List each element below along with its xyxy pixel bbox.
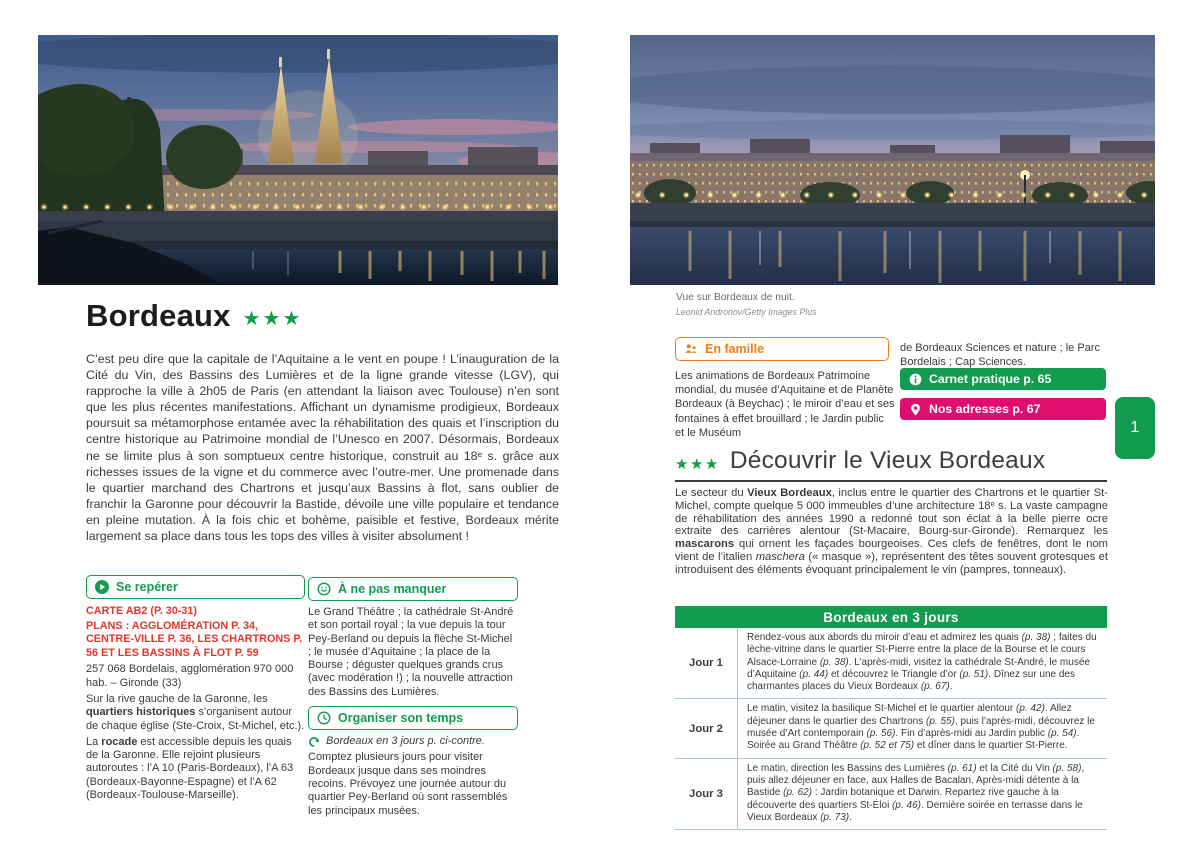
table-row bbox=[675, 759, 1107, 830]
itinerary-table bbox=[675, 606, 1107, 830]
a-ne-pas-manquer-label: À ne pas manquer bbox=[338, 582, 447, 596]
photo-credit: Leonid Andronov/Getty Images Plus bbox=[676, 307, 817, 317]
intro-paragraph: C’est peu dire que la capitale de l’Aquitaine a le vent en poupe ! L’inauguration de la Cité du Vin, des Bassins des Lumières et de la ligne grande vitesse (LGV), qui rapproche la ville à 2h05 de Paris (en attendant la liaison avec Toulouse) n’en sont que les plus récentes manifestations. Affichant un dynamisme prodigieux, Bordeaux poursuit sa métamorphose entamée avec la réhabilitation des quais et l’inscription du centre historique au Patrimoine mondial de l’Unesco en 2007. Désormais, Bordeaux ne se limite plus à son somptueux centre historique, construit au 18ᵉ s. grâce aux richesses issues de la vigne et du commerce avec l’outre-mer. Une promenade dans le quartier marchand des Chartrons et jusqu’aux Bassins à flot, sans oublier de franchir la Garonne pour découvrir la Bastide, dévoile une ville populaire et tendance en pleine mutation. À la fois chic et bohème, paisible et festive, Bordeaux mérite largement sa place dans tous les tops des villes à visiter absolument ! bbox=[86, 352, 559, 544]
a-ne-pas-manquer-body: Le Grand Théâtre ; la cathédrale St-André et son portail royal ; la vue depuis la tour Pey-Berland ou depuis la flèche St-Michel ; le musée d’Aquitaine ; la place de la Bourse ; déguster quelques grands crus (avec modération !) ; la nouvelle attraction des Bassins des Lumières. bbox=[308, 606, 514, 698]
section-stars: ★★★ bbox=[675, 455, 720, 473]
title-stars: ★★★ bbox=[242, 307, 303, 330]
caption-text: Vue sur Bordeaux de nuit. bbox=[676, 292, 795, 303]
table-row bbox=[675, 628, 1107, 699]
page-title: Bordeaux bbox=[86, 298, 231, 333]
population-text: 257 068 Bordelais, agglomération 970 000 hab. – Gironde (33) bbox=[86, 663, 294, 689]
se-reperer-para2: La rocade est accessible depuis les quais de la Garonne. Elle rejoint plusieurs autoroutes : l’A 10 (Paris-Bordeaux), l’A 63 (Bordeaux-Bayonne-Espagne) et l’A 62 (Bordeaux-Toulouse-Marseille). bbox=[86, 735, 294, 802]
map-ref-plans: PLANS : AGGLOMÉRATION P. 34, CENTRE-VILLE P. 36, LES CHARTRONS P. 56 ET LES BASSINS À FLOT P. 59 bbox=[86, 619, 303, 659]
organiser-label: Organiser son temps bbox=[338, 711, 464, 726]
photo-bordeaux-riverfront-dusk bbox=[630, 35, 1155, 285]
carnet-pratique-button[interactable] bbox=[900, 368, 1106, 390]
pin-icon bbox=[909, 403, 922, 416]
page-title-row bbox=[86, 298, 302, 334]
organiser-box bbox=[308, 706, 518, 730]
chapter-tab[interactable]: 1 bbox=[1115, 397, 1155, 459]
family-icon bbox=[684, 342, 698, 356]
a-ne-pas-manquer-box bbox=[308, 577, 518, 601]
heading-rule bbox=[675, 480, 1107, 482]
table-row bbox=[675, 699, 1107, 758]
se-reperer-para1: Sur la rive gauche de la Garonne, les quartiers historiques s’organisent autour de chaque église (Ste-Croix, St-Michel, etc.). bbox=[86, 692, 305, 732]
section-paragraph: Le secteur du Vieux Bordeaux, inclus entre le quartier des Chartrons et le quartier St-Michel, compte quelque 5 000 immeubles d’une architecture 18ᵉ s. La vaste campagne de réhabilitation des années 1990 a redonné tout son éclat à la belle pierre ocre extraite des carrières alentour (St-Macaire, Bourg-sur-Gironde). Remarquez les mascarons qui ornent les façades bourgeoises. Ces clefs de fenêtres, dont le nom vient de l’italien maschera (« masque »), représentent des têtes souvent grotesques et introduisent des éléments évoquant principalement le vin (pampres, tonneaux). bbox=[675, 487, 1109, 576]
play-icon bbox=[95, 580, 109, 594]
column-se-reperer bbox=[86, 575, 305, 802]
section-heading bbox=[675, 447, 1045, 475]
day-text: Le matin, visitez la basilique St-Michel et le quartier alentour (p. 42). Allez déjeuner dans le quartier des Chartrons (p. 55), puis l’après-midi, découvrez le musée d’Art contemporain (p. 56). Fin d’après-midi au Jardin public (p. 54). Soirée au Grand Théâtre (p. 52 et 75) et dîner dans le quartier St-Pierre. bbox=[747, 703, 1095, 752]
en-famille-label: En famille bbox=[705, 342, 765, 356]
se-reperer-label: Se repérer bbox=[116, 580, 178, 594]
carnet-pratique-label: Carnet pratique p. 65 bbox=[929, 372, 1052, 386]
nos-adresses-label: Nos adresses p. 67 bbox=[929, 402, 1041, 416]
clock-icon bbox=[317, 711, 331, 725]
nos-adresses-button[interactable] bbox=[900, 398, 1106, 420]
map-ref-carte: CARTE AB2 (P. 30-31) bbox=[86, 605, 197, 617]
day-label: Jour 2 bbox=[675, 699, 738, 757]
en-famille-box bbox=[675, 337, 889, 361]
day-text: Rendez-vous aux abords du miroir d’eau et admirez les quais (p. 38) ; faites du lèche-vitrine dans le quartier St-Pierre entre la place de la Bourse et le cours Alsace-Lorraine (p. 38). L’après-midi, visitez la cathédrale St-André, le musée d’Aquitaine (p. 44) et découvrez le Triangle d’or (p. 51). Dînez sur une des charmantes places du Vieux Bordeaux (p. 67). bbox=[747, 632, 1097, 693]
day-text: Le matin, direction les Bassins des Lumières (p. 61) et la Cité du Vin (p. 58), puis allez déjeuner en face, aux Halles de Bacalan. Après-midi détente à la Bastide (p. 62) : Jardin botanique et Darwin. Repartez rive gauche à la découverte des quartiers St-Éloi (p. 46). Dernière soirée en terrasse dans le Vieux Bordeaux (p. 73). bbox=[747, 762, 1085, 823]
day-label: Jour 3 bbox=[675, 759, 738, 829]
column-conseils bbox=[308, 575, 518, 818]
se-reperer-box bbox=[86, 575, 305, 599]
en-famille-text-col1: Les animations de Bordeaux Patrimoine mondial, du musée d’Aquitaine et de Planète Bordeaux (à Beychac) ; le miroir d’eau et ses fontaines à effet brouillard ; le Jardin public et le Muséum bbox=[675, 370, 895, 439]
itinerary-table-title: Bordeaux en 3 jours bbox=[675, 606, 1107, 628]
day-label: Jour 1 bbox=[675, 628, 738, 698]
organiser-body: Comptez plusieurs jours pour visiter Bordeaux jusque dans ses moindres recoins. Prévoyez une journée autour du quartier Pey-Berland où sont rassemblés les principaux musées. bbox=[308, 751, 508, 817]
organiser-lead bbox=[308, 735, 518, 748]
photo-caption bbox=[676, 292, 817, 318]
en-famille-text-col2: de Bordeaux Sciences et nature ; le Parc Bordelais ; Cap Sciences. bbox=[900, 342, 1100, 369]
photo-bordeaux-spires-night bbox=[38, 35, 558, 285]
section-title: Découvrir le Vieux Bordeaux bbox=[729, 447, 1046, 474]
organiser-lead-text: Bordeaux en 3 jours p. ci-contre. bbox=[326, 735, 485, 748]
smiley-icon bbox=[317, 582, 331, 596]
info-icon bbox=[909, 373, 922, 386]
curved-arrow-icon bbox=[308, 736, 320, 748]
